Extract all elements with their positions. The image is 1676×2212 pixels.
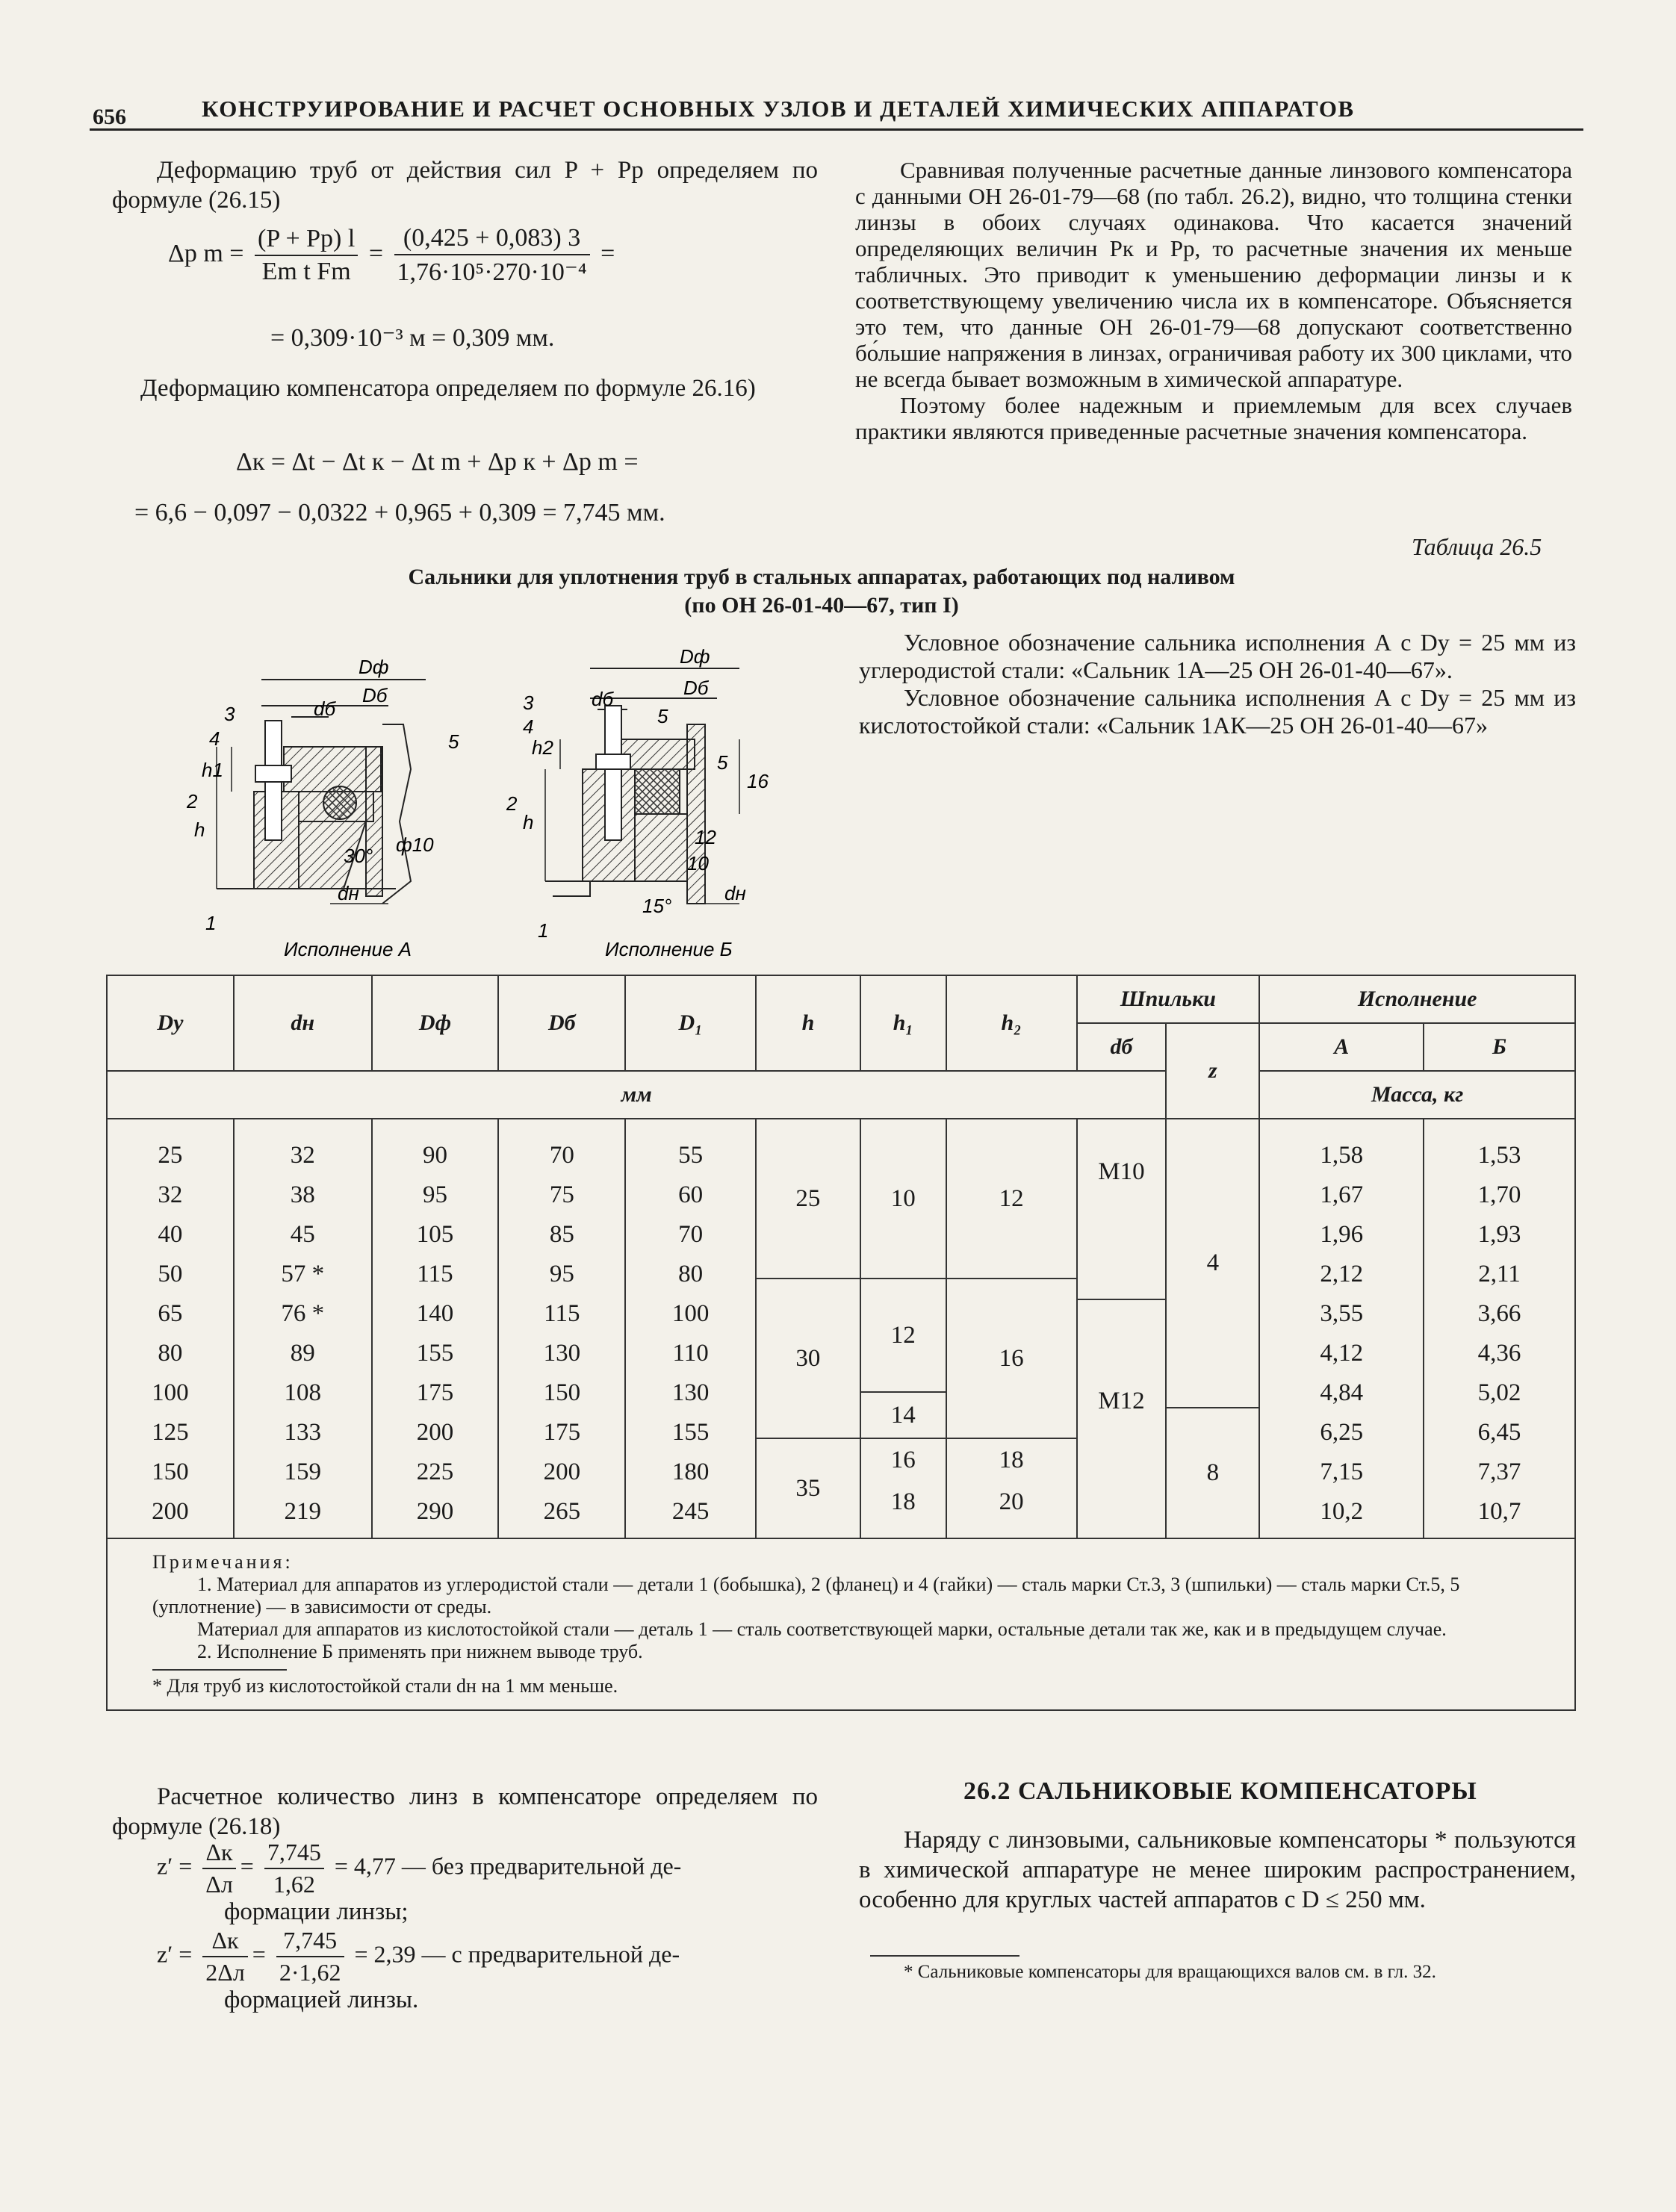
gland-table xyxy=(106,975,1576,1711)
header-exec: Исполнение xyxy=(1259,975,1575,1023)
label-dbolt-b: dб xyxy=(592,688,614,710)
left-paragraph-2: Деформацию компенсатора определяем по формуле 26.16) xyxy=(140,375,756,402)
table-title: Сальники для уплотнения труб в стальных аппаратах, работающих под наливом (по ОН 26-01-40—67, тип I) xyxy=(408,565,1235,618)
header-h2: h₂ xyxy=(946,975,1077,1071)
header-exec-b: Б xyxy=(1424,1023,1575,1071)
label-h2-b: h2 xyxy=(532,736,553,759)
label-db-b: Dб xyxy=(683,677,709,699)
col-Df: 90 95 105 115 140 155 175 200 225 290 xyxy=(372,1119,499,1538)
header-exec-a: А xyxy=(1259,1023,1424,1071)
table-caption: Таблица 26.5 xyxy=(1412,533,1542,560)
label-dim-10: 10 xyxy=(687,852,709,874)
header-dn: dн xyxy=(234,975,372,1071)
table-notes: Примечания: 1. Материал для аппаратов из углеродистой стали — детали 1 (бобышка), 2 (фланец) и 4 (гайки) — сталь марки Ст.3, 3 (шпильки) — сталь марки Ст.5, 5 (уплотнение) — в зависимости от среды. Материал для аппаратов из кислотостойкой стали — деталь 1 — сталь соответствующей марки, остальные детали так же, как и в предыдущем случае. 2. Исполнение Б применять при нижнем выводе труб. * Для труб из кислотостойкой стали dн на 1 мм меньше. xyxy=(152,1551,1530,1697)
formula-compensator-2: = 6,6 − 0,097 − 0,0322 + 0,965 + 0,309 = 7,745 мм. xyxy=(134,499,665,526)
label-part-5-a: 5 xyxy=(448,730,459,753)
designation-acid: Условное обозначение сальника исполнения А с Dу = 25 мм из кислотостойкой стали: «Сальник 1АК—25 ОН 26-01-40—67» xyxy=(859,684,1576,739)
label-angle-15: 15° xyxy=(642,895,672,917)
label-df-b: Dф xyxy=(680,645,710,668)
designation-block xyxy=(859,629,1576,739)
label-dim-16: 16 xyxy=(747,770,769,792)
label-dn-a: dн xyxy=(338,882,359,904)
section-paragraph: Наряду с линзовыми, сальниковые компенсаторы * пользуются в химической аппаратуре не менее широким распространением, особенно для круглых частей аппаратов с D ≤ 250 мм. xyxy=(859,1827,1576,1913)
col-z: 4 8 xyxy=(1166,1119,1259,1538)
section-title: 26.2 САЛЬНИКОВЫЕ КОМПЕНСАТОРЫ xyxy=(963,1777,1477,1805)
header-Db: Dб xyxy=(498,975,625,1071)
label-part-2-b: 2 xyxy=(506,792,518,815)
header-Dy: Dу xyxy=(107,975,234,1071)
drawing-variant-b xyxy=(506,645,769,942)
col-db: M10 M12 xyxy=(1077,1119,1167,1538)
header-z: z xyxy=(1166,1023,1259,1119)
section-footnote: * Сальниковые компенсаторы для вращающихся валов см. в гл. 32. xyxy=(904,1962,1436,1982)
col-mass-a: 1,58 1,67 1,96 2,12 3,55 4,12 4,84 6,25 7,15 10,2 xyxy=(1259,1119,1424,1538)
drawing-variant-a xyxy=(186,656,459,934)
caption-variant-b: Исполнение Б xyxy=(605,938,733,960)
formula-lhs: Δp m = xyxy=(168,239,244,267)
col-h2: 12 16 18 20 xyxy=(946,1119,1077,1538)
header-studs: Шпильки xyxy=(1077,975,1260,1023)
col-D1: 55 60 70 80 100 110 130 155 180 245 xyxy=(625,1119,756,1538)
label-angle-30: 30° xyxy=(344,845,373,867)
designation-carbon: Условное обозначение сальника исполнения А с Dу = 25 мм из углеродистой стали: «Сальник 1А—25 ОН 26-01-40—67». xyxy=(859,629,1576,683)
label-h1-a: h1 xyxy=(202,759,223,781)
label-dbolt-a: dб xyxy=(314,698,336,720)
fraction-2: $\frac{(0,425 + 0,083) 3}{\text{1,76·10⁵·270·10⁻⁴}}$ xyxy=(394,224,590,287)
left-bottom-paragraph: Расчетное количество линз в компенсаторе определяем по формуле (26.18) xyxy=(112,1783,818,1840)
fraction-1: $\frac{(P + Pp) l}{\text{Em t Fm}}$ xyxy=(255,225,358,286)
right-paragraph-block xyxy=(855,157,1572,444)
label-dim-12: 12 xyxy=(695,826,716,848)
label-part-2-a: 2 xyxy=(187,790,198,813)
formula-compensator-1: Δк = Δt − Δt к − Δt m + Δp к + Δp m = xyxy=(236,448,639,476)
col-h1: 10 12 14 16 18 xyxy=(860,1119,946,1538)
table-notes-cell xyxy=(107,1538,1575,1710)
label-h-a: h xyxy=(194,818,205,841)
col-h: 25 30 35 xyxy=(756,1119,860,1538)
table-footnote: * Для труб из кислотостойкой стали dн на 1 мм меньше. xyxy=(152,1675,618,1697)
header-mass: Масса, кг xyxy=(1259,1071,1575,1119)
formula-lens-count-1-cont: формации линзы; xyxy=(224,1898,409,1925)
header-h1: h₁ xyxy=(860,975,946,1071)
label-db-a: Dб xyxy=(362,684,388,706)
label-part-3-a: 3 xyxy=(224,703,235,725)
label-df-a: Dф xyxy=(359,656,389,678)
formula-lens-count-1: z′ = $\frac{\Delta к}{\Delta л}$ = $\frac{7,745}{1,62}$ = 4,77 — без предварительной де- xyxy=(157,1839,682,1898)
col-mass-b: 1,53 1,70 1,93 2,11 3,66 4,36 5,02 6,45 7,37 10,7 xyxy=(1424,1119,1575,1538)
label-dn-b: dн xyxy=(724,882,746,904)
label-part-1-b: 1 xyxy=(538,919,549,942)
header-units-mm: мм xyxy=(107,1071,1166,1119)
label-phi10: ф10 xyxy=(396,833,434,856)
label-part-4-b: 4 xyxy=(523,715,534,738)
label-part-3-b: 3 xyxy=(523,692,534,714)
label-part-5-b: 5 xyxy=(657,705,668,727)
header-db: dб xyxy=(1077,1023,1167,1071)
formula-lens-count-2: z′ = $\frac{\Delta к}{2\Delta л}$ = $\frac{7,745}{2\cdot 1,62}$ = 2,39 — с предварительной де- xyxy=(157,1927,680,1986)
gland-drawings xyxy=(172,635,829,963)
running-title: КОНСТРУИРОВАНИЕ И РАСЧЕТ ОСНОВНЫХ УЗЛОВ И ДЕТАЛЕЙ ХИМИЧЕСКИХ АППАРАТОВ xyxy=(202,96,1355,122)
right-paragraph-2: Поэтому более надежным и приемлемым для всех случаев практики являются приведенные расчетные значения компенсатора. xyxy=(855,392,1572,444)
formula-deformation-pipes: Δp m = $\frac{(P + Pp) l}{\text{Em t Fm}}$ = $\frac{(0,425 + 0,083) 3}{\text{1,76·10⁵·270·10⁻⁴}}$ = xyxy=(168,224,615,286)
section-footnote-rule xyxy=(870,1955,1019,1957)
caption-variant-a: Исполнение А xyxy=(284,938,412,960)
formula-result-1: = 0,309·10⁻³ м = 0,309 мм. xyxy=(270,324,555,352)
col-Db: 70 75 85 95 115 130 150 175 200 265 xyxy=(498,1119,625,1538)
right-paragraph-1: Сравнивая полученные расчетные данные линзового компенсатора с данными ОН 26-01-79—68 (по табл. 26.2), видно, что толщина стенки линзы в обоих случаях одинакова. Что касается значений определяющих величин Pк и Pp, то расчетные значения их меньше табличных. Это приводит к уменьшению деформации линзы и к соответствующему увеличению числа их в компенсаторе. Объясняется это тем, что данные ОН 26-01-79—68 допускают соответственно бо́льшие напряжения в линзах, ограничивая работу их 300 циклами, что не всегда бывает возможным в химической аппаратуре. xyxy=(855,157,1572,392)
left-paragraph-1: Деформацию труб от действия сил P + Pp определяем по формуле (26.15) xyxy=(112,157,818,214)
label-h-b: h xyxy=(523,811,534,833)
label-part-4-a: 4 xyxy=(209,727,220,750)
header-Df: Dф xyxy=(372,975,499,1071)
page-number: 656 xyxy=(93,105,126,129)
footnote-rule xyxy=(152,1669,287,1671)
label-part-1-a: 1 xyxy=(205,912,217,934)
col-Dy: 25 32 40 50 65 80 100 125 150 200 xyxy=(107,1119,234,1538)
col-dn: 32 38 45 57 * 76 * 89 108 133 159 219 xyxy=(234,1119,372,1538)
formula-lens-count-2-cont: формацией линзы. xyxy=(224,1986,419,2013)
label-dim-5: 5 xyxy=(717,751,728,774)
header-rule xyxy=(90,128,1583,131)
header-h: h xyxy=(756,975,860,1071)
header-D1: D₁ xyxy=(625,975,756,1071)
